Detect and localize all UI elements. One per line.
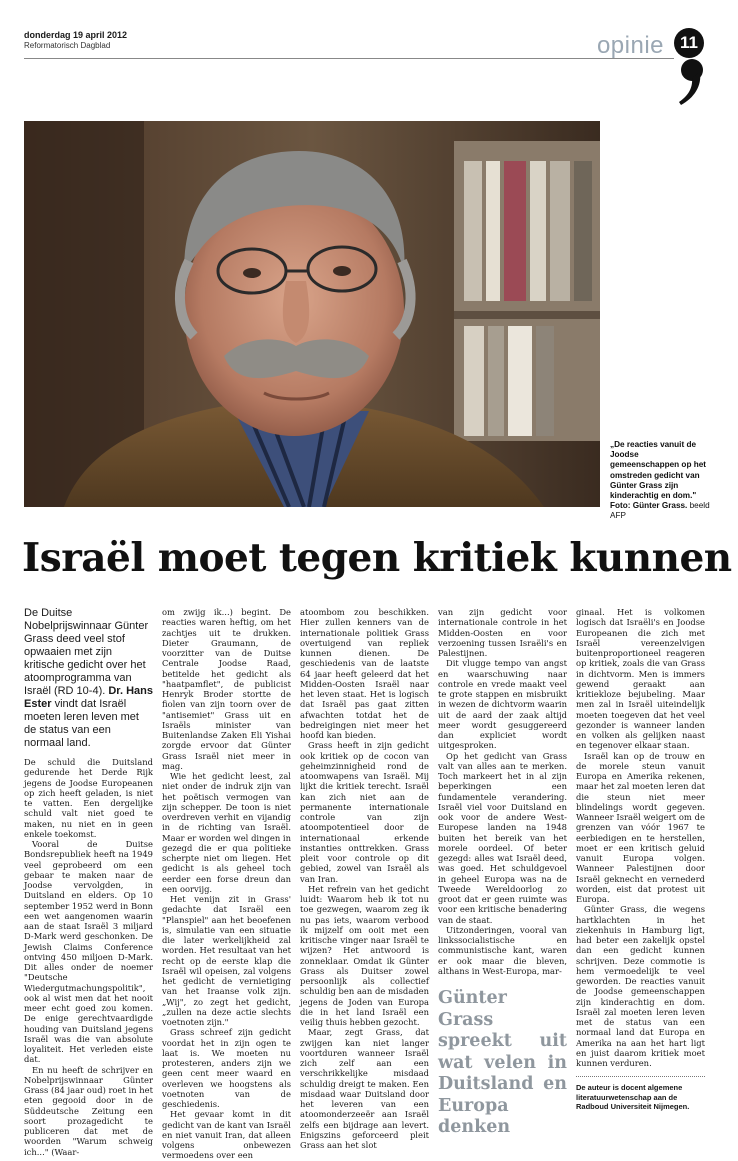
paragraph: Wie het gedicht leest, zal niet onder de indruk zijn van het poëtisch vermogen van zijn schepper. De toon is niet overdreven verhit en vijandig in de richting van Israël. Maar er worden wel dingen in gezegd die er qua politieke scherpte niet om liegen. Het gedicht is als geheel toch eerder een forse dreun dan een oorvijg. (162, 771, 291, 894)
pull-quote: Günter Grass spreekt uit wat velen in Duitsland en Europa denken (438, 988, 567, 1137)
masthead-rule (24, 58, 674, 59)
paragraph: En nu heeft de schrijver en Nobelprijswinnaar Günter Grass (84 jaar oud) roet in het eten gegooid door in de Süddeutsche Zeitung een soort prozagedicht te publiceren dat met de woorden "Warum schweig ich..." (Waar- (24, 1064, 153, 1157)
portrait-illustration (24, 121, 600, 507)
page-number-badge: 11 (674, 28, 704, 58)
author-divider (576, 1076, 705, 1077)
paragraph: atoombom zou beschikken. Hier zullen kenners van de internationale politiek Grass overtuigend van repliek kunnen dienen. De geschiedenis van de laatste 64 jaar heeft geleerd dat het Midden-Oosten Israël naar het leven staat. Het is logisch dat Israël pas gaat zitten afwachten totdat het de bedreigingen niet meer het hoofd kan bieden. (300, 607, 429, 740)
article-column-2 (162, 607, 291, 1161)
paragraph: Het venijn zit in Grass' gedachte dat Israël een "Planspiel" aan het beoefenen is, simulatie van een situatie die later werkelijkheid zal worden. Het resultaat van het recht op de eerste klap die Israël wil opeisen, zal volgens het gedicht de vernietiging van het Iraanse volk zijn. „Wij", zo zegt het gedicht, „zullen na deze actie slechts voetnoten zijn." (162, 894, 291, 1027)
paragraph: Op het gedicht van Grass valt van alles aan te merken. Toch markeert het in al zijn beperkingen een fundamentele verandering. Israël viel voor Duitsland en ook voor de andere West-Europese landen na 1948 buiten het bereik van het morele oordeel. Of beter gezegd: alles wat Israël deed, was goed. Het schuldgevoel in geheel Europa was na de Tweede Wereldoorlog zo groot dat er geen ruimte was voor een kritische benadering van de staat. (438, 750, 567, 925)
paragraph: ginaal. Het is volkomen logisch dat Israëli's en Joodse Europeanen die zich met Israël vereenzelvigen buitenproportioneel reageren op kritiek, zoals die van Grass in dichtvorm. Men is immers gewend geraakt aan kritiekloze bejubeling. Maar men zal in Israël uiteindelijk moeten toegeven dat het veel gezonder is wanneer landen en volken als gelijken naast en tegenover elkaar staan. (576, 607, 705, 751)
paragraph: om zwijg ik...) begint. De reacties waren heftig, om het zachtjes uit te drukken. Dieter Graumann, de voorzitter van de Duitse Centrale Joodse Raad, betitelde het gedicht als "haatpamflet", de publicist Henryk Broder stortte de fiolen van zijn toorn over de "antisemiet" Grass uit en Israëls minister van Buitenlandse Zaken Eli Yishai zorgde ervoor dat Günter Grass Israël niet meer in mag. (162, 607, 291, 771)
caption-text: „De reacties vanuit de Joodse gemeenschappen op het omstreden gedicht van Günter Grass zijn kinderachtig en dom." Foto: Günter Grass. (610, 440, 706, 511)
comma-logo-icon (678, 58, 704, 106)
paragraph: Grass heeft in zijn gedicht ook kritiek op de cocon van geheimzinnigheid rond de atoomwapens van Israël. Mij lijkt die kritiek terecht. Israël kan zich niet aan de permanente internationale controle van zijn atoompotentieel door de internationaal erkende instanties onttrekken. Grass pleit voor controle op dit gebied, zowel van Israël als van Iran. (300, 740, 429, 884)
article-column-5 (576, 607, 705, 1112)
photo-caption (610, 440, 710, 522)
article-column-3 (300, 607, 429, 1150)
paragraph: Het gevaar komt in dit gedicht van de kant van Israël en niet vanuit Iran, dat alleen volgens onbewezen vermoedens over een (162, 1109, 291, 1161)
paragraph: Günter Grass, die wegens hartklachten in het ziekenhuis in Hamburg ligt, had beter een zakelijk opstel dan een gedicht kunnen schrijven. Deze commotie is hem vermoedelijk te veel geworden. De reacties vanuit de Joodse gemeenschappen zijn kinderachtig en dom. Israël zal moeten leren leven met de status van een normaal land dat Europa en Amerika na aan het hart ligt en juist daarom kritiek moet kunnen verduren. (576, 904, 705, 1068)
newspaper-name: Reformatorisch Dagblad (24, 41, 111, 50)
paragraph: van zijn gedicht voor internationale controle in het Midden-Oosten en voor verzoening tussen Israëli's en Palestijnen. (438, 607, 567, 658)
intro-author: Dr. Hans Ester (24, 685, 153, 710)
paragraph: De schuld die Duitsland gedurende het Derde Rijk jegens de Joodse Europeanen op zich heeft geladen, is niet te vatten. Een dergelijke schuld valt niet goed te maken, nu niet en in geen enkele toekomst. (24, 757, 153, 839)
paragraph: Dit vlugge tempo van angst en waarschuwing naar controle en vrede maakt veel te grote stappen en misbruikt in wezen de dichtvorm waarin uit de aard der zaak altijd meer wordt gesuggereerd dan expliciet wordt uitgesproken. (438, 658, 567, 751)
paragraph: Grass schreef zijn gedicht voordat het in zijn ogen te laat is. We moeten nu protesteren, anders zijn we geen cent meer waard en overleven we hoogstens als voetnoten van de geschiedenis. (162, 1027, 291, 1109)
paragraph: Uitzonderingen, vooral van linkssocialistische en communistische kant, waren er ook maar die bleven, althans in West-Europa, mar- (438, 924, 567, 976)
article-headline: Israël moet tegen kritiek kunnen (22, 535, 732, 581)
intro-text: De Duitse Nobelprijswinnaar Günter Grass deed veel stof opwaaien met zijn kritische gedicht over het atoomprogramma van Israël (RD 10-4). (24, 607, 149, 697)
article-column-1 (24, 607, 153, 1157)
author-note: De auteur is docent algemene literatuurwetenschap aan de Radboud Universiteit Nijmegen. (576, 1083, 690, 1112)
portrait-photo (24, 121, 600, 507)
paragraph: Israël kan op de trouw en de morele steun vanuit Europa en Amerika rekenen, maar het zal moeten leren dat die steun niet meer blindelings wordt gegeven. Wanneer Israël weigert om de grenzen van vóór 1967 te eerbiedigen en te herstellen, moet er een kritisch geluid vanuit Europa volgen. Wanneer Palestijnen door Israël geknecht en vernederd worden, eist dat protest uit Europa. (576, 750, 705, 904)
article-intro (24, 607, 153, 750)
section-label: opinie (596, 32, 664, 59)
paragraph: Vooral de Duitse Bondsrepubliek heeft na 1949 veel geprobeerd om een gebaar te maken naar de Joodse vervolgden, in Duitsland en elders. Op 10 september 1952 werd in Bonn een wet aangenomen waarin aan de staat Israël 3 miljard D-Mark werd geschonken. De Jewish Claims Conference ontving 450 miljoen D-Mark. Dit alles onder de noemer "Deutsche Wiedergutmachungspolitik", ook al wist men dat het nooit meer echt goed zou komen. De enige gerechtvaardigde houding van Duitsland jegens Israël was die van absolute loyaliteit. Het verleden eiste dat. (24, 839, 153, 1065)
article-column-4 (438, 607, 567, 1139)
paragraph: Het refrein van het gedicht luidt: Waarom heb ik tot nu toe gezwegen, waarom zeg ik nu pas iets, waarom verbood ik mijzelf om ooit met een kritische vinger naar Israël te wijzen? Het antwoord is zonneklaar. Omdat ik Günter Grass als Duitser zowel persoonlijk als collectief schuldig ben aan de misdaden jegens de Joden van Europa die in het land Israël een veilig thuis hebben gezocht. (300, 883, 429, 1027)
intro-text-after: vindt dat Israël moeten leren leven met de status van een normaal land. (24, 698, 139, 749)
masthead (24, 30, 714, 90)
issue-date: donderdag 19 april 2012 (24, 30, 128, 40)
paragraph: Maar, zegt Grass, dat zwijgen kan niet langer voortduren wanneer Israël zich zelf aan een verschrikkelijke misdaad schuldig dreigt te maken. Een misdaad waar Duitsland door het leveren van een atoomonderzeeër aan Israël zelfs een bijdrage aan levert. Enigszins geforceerd pleit Grass aan het slot (300, 1027, 429, 1150)
photo-credit: beeld AFP (610, 501, 710, 521)
